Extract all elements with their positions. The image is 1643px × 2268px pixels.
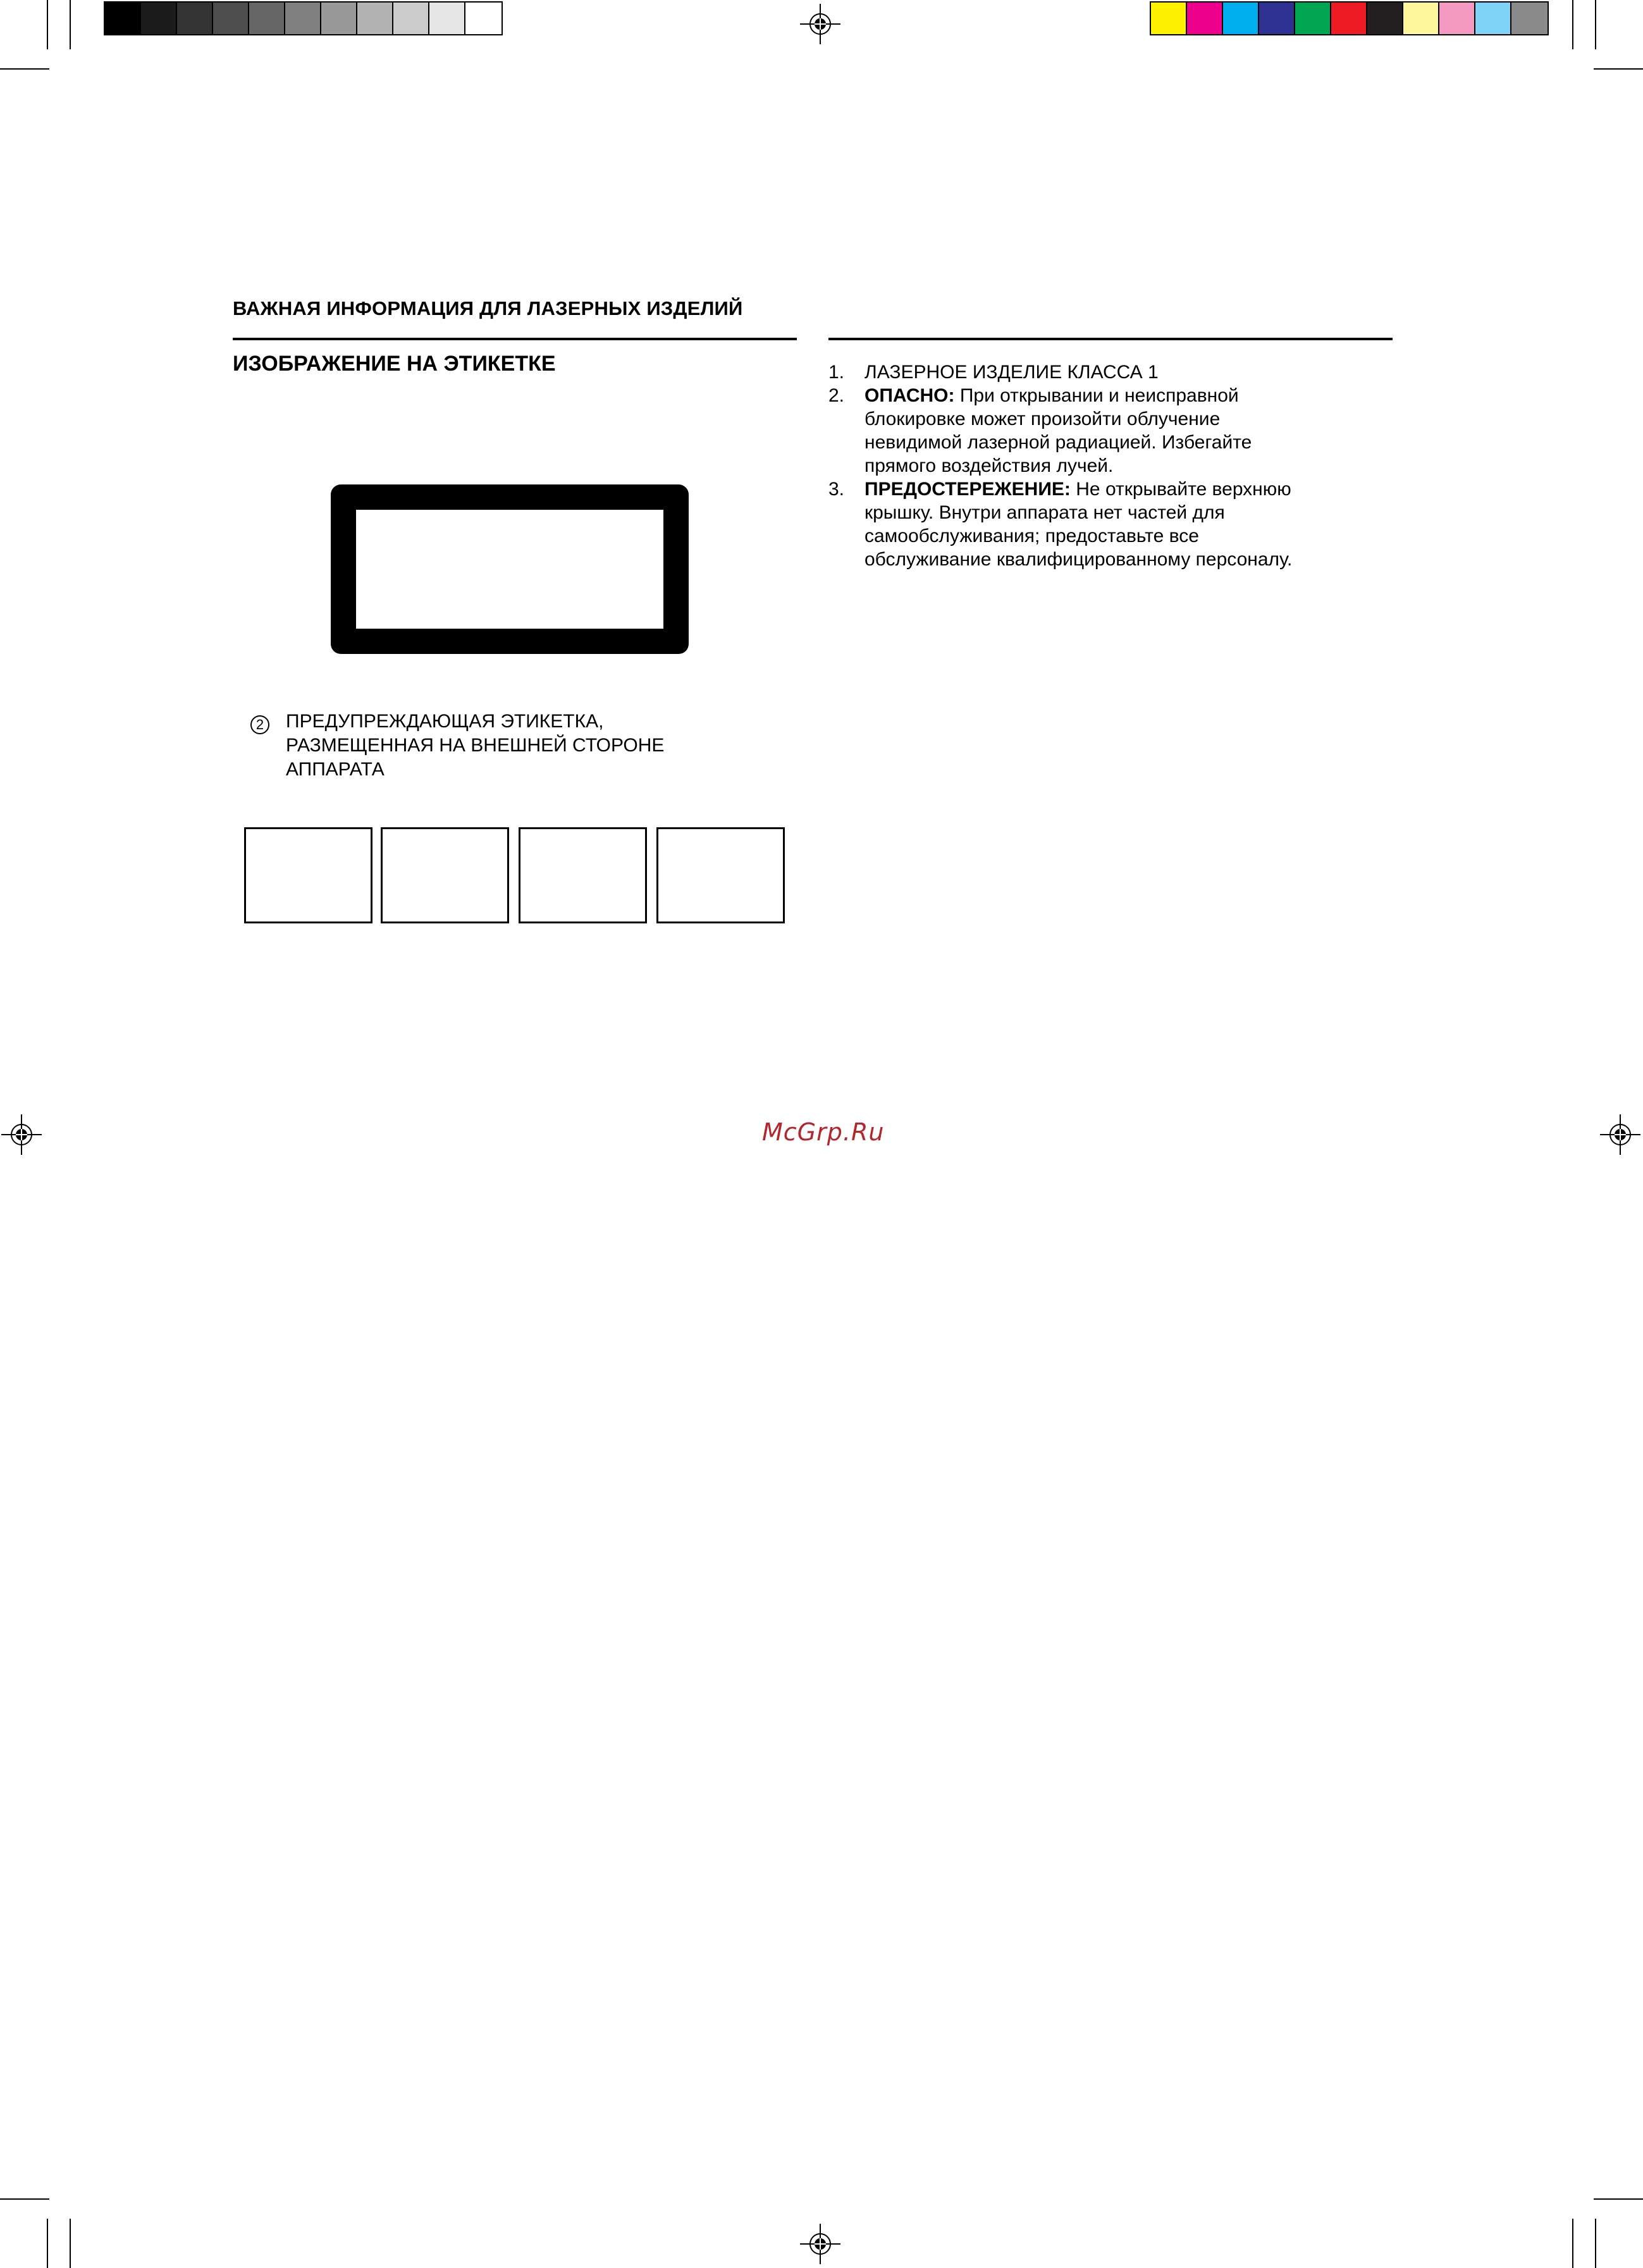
crop-mark [1594, 2198, 1643, 2200]
label-frame [331, 484, 689, 654]
list-item-keyword: ОПАСНО: [865, 385, 955, 406]
list-item-line: блокировке может произойти облучение [865, 409, 1221, 429]
color-swatch [1367, 3, 1403, 34]
color-swatch [1403, 3, 1439, 34]
color-swatch [357, 3, 393, 34]
list-item-line: Не открывайте верхнюю [1070, 479, 1291, 500]
color-swatch [249, 3, 285, 34]
color-swatch [1511, 3, 1548, 34]
color-swatch [1439, 3, 1475, 34]
caption-number-badge: 2 [250, 715, 269, 734]
page-title: ВАЖНАЯ ИНФОРМАЦИЯ ДЛЯ ЛАЗЕРНЫХ ИЗДЕЛИЙ [233, 297, 743, 319]
color-swatch [1259, 3, 1295, 34]
laser-info-list [828, 361, 1292, 571]
color-swatch [285, 3, 321, 34]
list-item-number: 2. [828, 385, 845, 406]
color-swatch [321, 3, 357, 34]
crop-mark [47, 0, 48, 49]
crop-mark [1595, 2219, 1596, 2268]
list-item-line: прямого воздействия лучей. [865, 455, 1114, 476]
list-item-line: При открывании и неисправной [954, 385, 1239, 406]
color-swatch [1223, 3, 1259, 34]
crop-mark [47, 2219, 48, 2268]
registration-mark-icon [1, 0, 42, 40]
registration-mark-icon [1, 1114, 42, 1155]
registration-mark-icon [800, 4, 840, 44]
list-item [828, 384, 1292, 478]
list-item [828, 478, 1292, 571]
caption-line: РАЗМЕЩЕННАЯ НА ВНЕШНЕЙ СТОРОНЕ [286, 735, 665, 756]
color-swatch [141, 3, 177, 34]
color-swatch [393, 3, 429, 34]
watermark: McGrp.Ru [762, 1118, 885, 1146]
color-swatch [1331, 3, 1367, 34]
divider-left [233, 338, 797, 340]
grayscale-color-bar [104, 1, 503, 35]
list-item-line: самообслуживания; предоставьте все [865, 526, 1199, 546]
registration-mark-icon [800, 2224, 840, 2264]
color-swatch [1151, 3, 1187, 34]
list-item-number: 1. [828, 362, 845, 383]
crop-mark [1572, 0, 1573, 49]
label-box-2 [381, 827, 509, 923]
list-item-number: 3. [828, 479, 845, 500]
crop-mark [1594, 68, 1643, 70]
color-swatch [1187, 3, 1223, 34]
label-box-1 [244, 827, 372, 923]
section-title: ИЗОБРАЖЕНИЕ НА ЭТИКЕТКЕ [233, 352, 556, 376]
color-swatch [1295, 3, 1331, 34]
color-swatch [213, 3, 249, 34]
list-item-line: невидимой лазерной радиацией. Избегайте [865, 432, 1252, 453]
list-item-line: крышку. Внутри аппарата нет частей для [865, 502, 1225, 523]
list-item-keyword: ПРЕДОСТЕРЕЖЕНИЕ: [865, 479, 1071, 500]
list-item [828, 361, 1292, 384]
divider-right [828, 338, 1393, 340]
crop-mark [70, 2219, 71, 2268]
color-swatch [465, 3, 502, 34]
label-box-3 [519, 827, 647, 923]
warning-label-caption [286, 710, 664, 782]
list-item-line: ЛАЗЕРНОЕ ИЗДЕЛИЕ КЛАССА 1 [865, 362, 1159, 383]
caption-line: АППАРАТА [286, 759, 385, 780]
label-box-4 [656, 827, 785, 923]
crop-mark [1595, 0, 1596, 49]
crop-mark [70, 0, 71, 49]
registration-mark-icon [1600, 1114, 1640, 1155]
color-swatch [429, 3, 465, 34]
process-color-bar [1150, 1, 1549, 35]
caption-line: ПРЕДУПРЕЖДАЮЩАЯ ЭТИКЕТКА, [286, 711, 604, 732]
crop-mark [0, 68, 49, 70]
color-swatch [105, 3, 141, 34]
color-swatch [177, 3, 213, 34]
crop-mark [1572, 2219, 1573, 2268]
list-item-line: обслуживание квалифицированному персоналу. [865, 549, 1293, 570]
crop-mark [0, 2198, 49, 2200]
color-swatch [1475, 3, 1511, 34]
